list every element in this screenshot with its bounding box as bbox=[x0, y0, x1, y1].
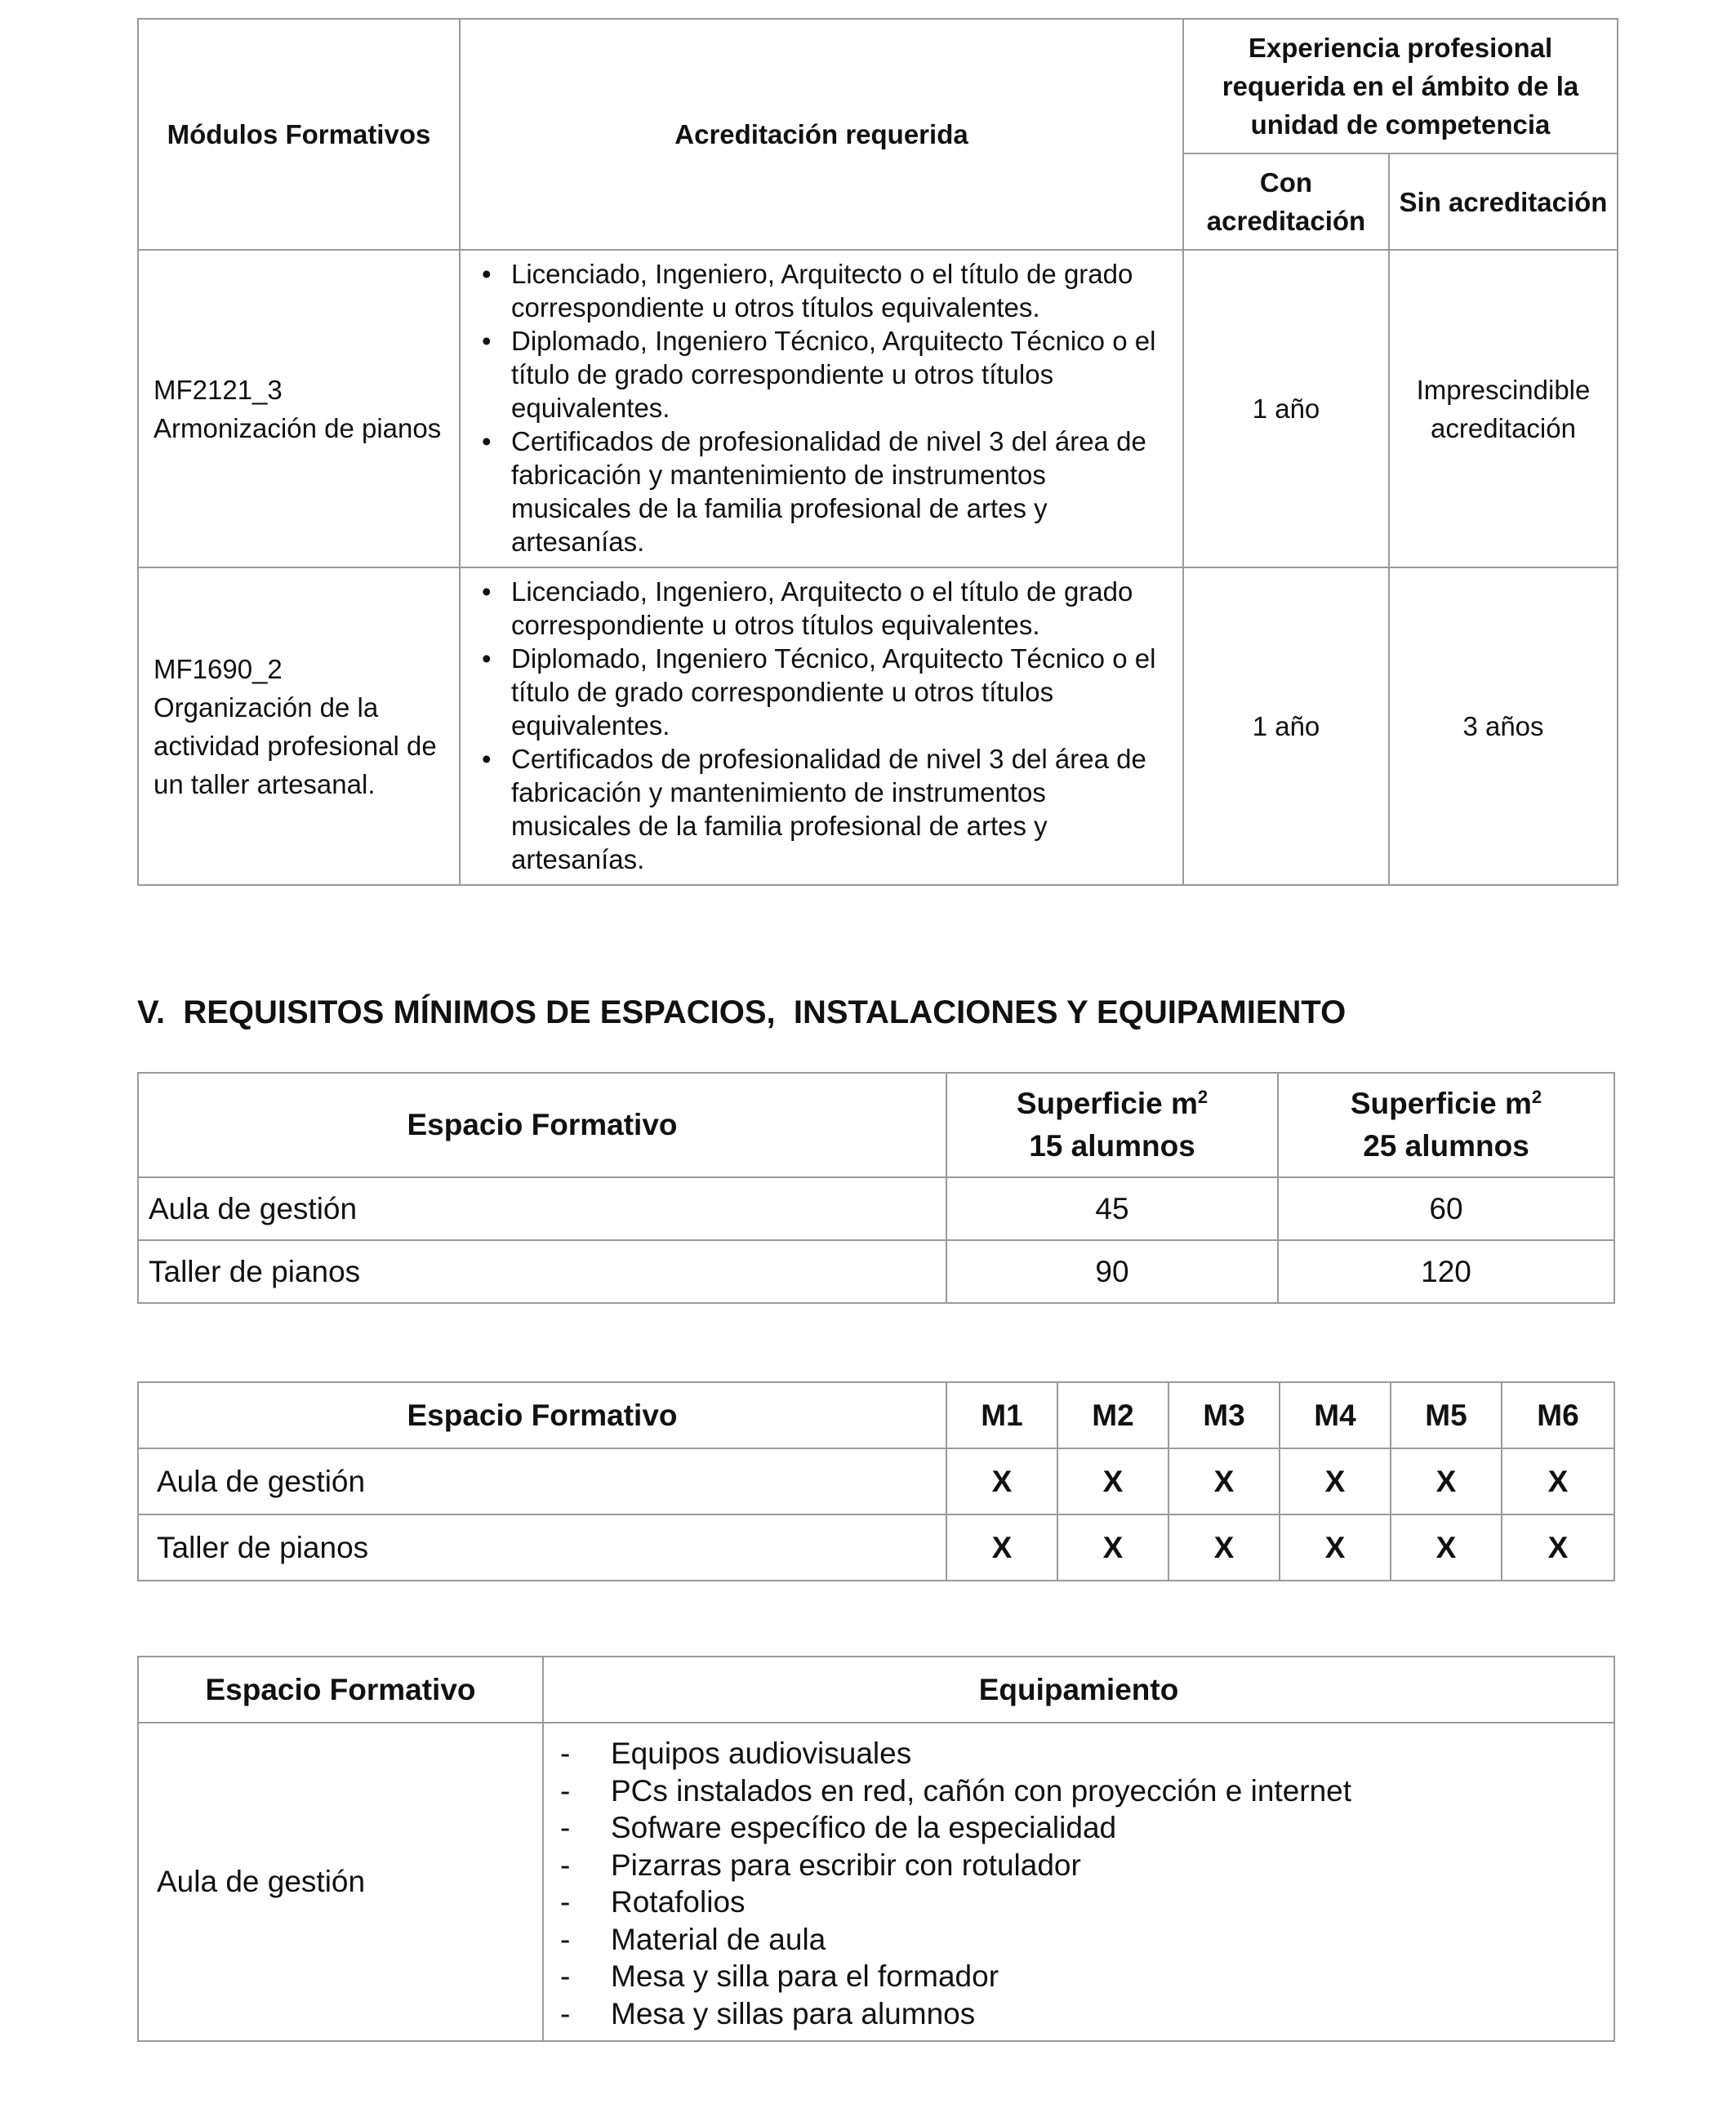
mark-cell: X bbox=[1391, 1448, 1502, 1514]
list-item: - PCs instalados en red, cañón con proyección e internet bbox=[560, 1772, 1597, 1810]
accreditation-table bbox=[137, 18, 1618, 886]
header-espacio: Espacio Formativo bbox=[138, 1073, 946, 1177]
module-space-table bbox=[137, 1381, 1615, 1581]
space-name: Aula de gestión bbox=[138, 1723, 543, 2041]
table-row bbox=[138, 1448, 1614, 1514]
list-item: • Diplomado, Ingeniero Técnico, Arquitecto Técnico o el título de grado correspondiente u otros títulos equivalentes. bbox=[472, 324, 1171, 425]
space-name: Aula de gestión bbox=[138, 1448, 946, 1514]
surface-label: Superficie m bbox=[1350, 1087, 1532, 1120]
list-item: - Material de aula bbox=[560, 1921, 1597, 1959]
list-item: • Certificados de profesionalidad de nivel 3 del área de fabricación y mantenimiento de instrumentos musicales de la familia profesional de artes y artesanías. bbox=[472, 425, 1171, 558]
list-item: • Licenciado, Ingeniero, Arquitecto o el título de grado correspondiente u otros títulos equivalentes. bbox=[472, 257, 1171, 324]
mark-cell: X bbox=[1057, 1448, 1168, 1514]
module-name: Armonización de pianos bbox=[154, 412, 442, 443]
header-m2: M2 bbox=[1057, 1382, 1168, 1448]
list-item: • Diplomado, Ingeniero Técnico, Arquitecto Técnico o el título de grado correspondiente u otros títulos equivalentes. bbox=[472, 642, 1171, 742]
surface-label: Superficie m bbox=[1016, 1087, 1198, 1120]
module-code: MF1690_2 bbox=[154, 653, 283, 684]
list-item: • Licenciado, Ingeniero, Arquitecto o el título de grado correspondiente u otros títulos equivalentes. bbox=[472, 575, 1171, 642]
header-m6: M6 bbox=[1502, 1382, 1614, 1448]
header-m4: M4 bbox=[1280, 1382, 1391, 1448]
table-row bbox=[138, 250, 1618, 567]
mark-cell: X bbox=[1168, 1448, 1280, 1514]
header-modulos: Módulos Formativos bbox=[138, 19, 460, 250]
mark-cell: X bbox=[1502, 1448, 1614, 1514]
table-row bbox=[138, 1514, 1614, 1581]
table-row bbox=[138, 1177, 1614, 1240]
mark-cell: X bbox=[1391, 1514, 1502, 1581]
surface-table bbox=[137, 1072, 1615, 1304]
con-value: 1 año bbox=[1183, 250, 1389, 567]
mark-cell: X bbox=[1168, 1514, 1280, 1581]
space-name: Taller de pianos bbox=[138, 1514, 946, 1581]
module-code: MF2121_3 bbox=[154, 374, 283, 405]
module-name: Organización de la actividad profesional de un taller artesanal. bbox=[154, 692, 437, 799]
list-item: • Certificados de profesionalidad de nivel 3 del área de fabricación y mantenimiento de instrumentos musicales de la familia profesional de artes y artesanías. bbox=[472, 742, 1171, 876]
header-experiencia: Experiencia profesional requerida en el ámbito de la unidad de competencia bbox=[1183, 19, 1618, 153]
surface-exponent: 2 bbox=[1197, 1087, 1209, 1107]
space-name: Aula de gestión bbox=[138, 1177, 946, 1240]
equipment-list-cell bbox=[543, 1723, 1614, 2041]
table-row bbox=[138, 1723, 1614, 2041]
surface-15-value: 90 bbox=[946, 1240, 1278, 1303]
header-sin-acreditacion: Sin acreditación bbox=[1389, 153, 1618, 250]
surface-25-value: 60 bbox=[1278, 1177, 1614, 1240]
accreditation-cell bbox=[460, 250, 1183, 567]
module-cell bbox=[138, 250, 460, 567]
header-superficie-15 bbox=[946, 1073, 1278, 1177]
header-superficie-25 bbox=[1278, 1073, 1614, 1177]
mark-cell: X bbox=[1502, 1514, 1614, 1581]
header-equipamiento: Equipamiento bbox=[543, 1657, 1614, 1723]
header-acreditacion: Acreditación requerida bbox=[460, 19, 1183, 250]
mark-cell: X bbox=[1280, 1448, 1391, 1514]
surface-25-value: 120 bbox=[1278, 1240, 1614, 1303]
surface-15-value: 45 bbox=[946, 1177, 1278, 1240]
list-item: - Mesa y silla para el formador bbox=[560, 1958, 1597, 1995]
header-con-acreditacion: Con acreditación bbox=[1183, 153, 1389, 250]
list-item: - Equipos audiovisuales bbox=[560, 1735, 1597, 1772]
list-item: - Mesa y sillas para alumnos bbox=[560, 1995, 1597, 2033]
equipment-table bbox=[137, 1656, 1615, 2042]
surface-exponent: 2 bbox=[1531, 1087, 1542, 1107]
header-m1: M1 bbox=[946, 1382, 1057, 1448]
students-15-label: 15 alumnos bbox=[1029, 1129, 1195, 1163]
accreditation-cell bbox=[460, 567, 1183, 885]
header-espacio: Espacio Formativo bbox=[138, 1382, 946, 1448]
sin-value: Imprescindible acreditación bbox=[1389, 250, 1618, 567]
module-cell bbox=[138, 567, 460, 885]
header-m3: M3 bbox=[1168, 1382, 1280, 1448]
students-25-label: 25 alumnos bbox=[1363, 1129, 1529, 1163]
sin-value: 3 años bbox=[1389, 567, 1618, 885]
list-item: - Rotafolios bbox=[560, 1884, 1597, 1921]
mark-cell: X bbox=[946, 1448, 1057, 1514]
table-row bbox=[138, 1240, 1614, 1303]
header-espacio: Espacio Formativo bbox=[138, 1657, 543, 1723]
header-m5: M5 bbox=[1391, 1382, 1502, 1448]
mark-cell: X bbox=[1280, 1514, 1391, 1581]
space-name: Taller de pianos bbox=[138, 1240, 946, 1303]
table-row bbox=[138, 567, 1618, 885]
con-value: 1 año bbox=[1183, 567, 1389, 885]
mark-cell: X bbox=[1057, 1514, 1168, 1581]
mark-cell: X bbox=[946, 1514, 1057, 1581]
list-item: - Pizarras para escribir con rotulador bbox=[560, 1847, 1597, 1884]
list-item: - Sofware específico de la especialidad bbox=[560, 1809, 1597, 1847]
section-title: V. REQUISITOS MÍNIMOS DE ESPACIOS, INSTALACIONES Y EQUIPAMIENTO bbox=[137, 994, 1347, 1030]
